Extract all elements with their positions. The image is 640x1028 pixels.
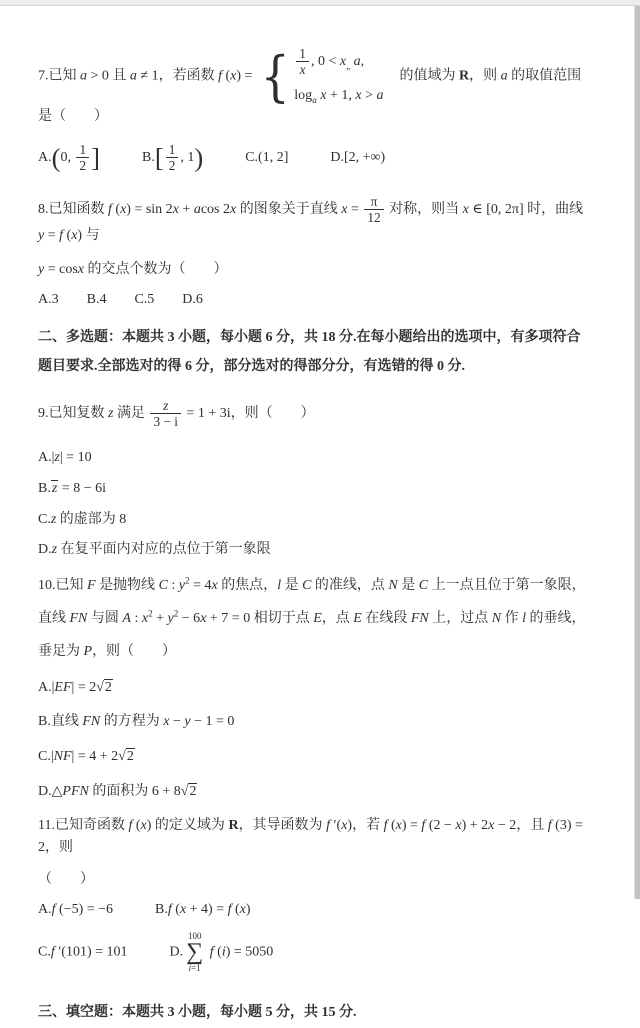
question-9-option-a: A.|z| = 10 xyxy=(38,450,92,466)
question-10-stem: 10.已知 F 是抛物线 C : $y^2 = 4x$ 的焦点，l 是 C 的准线，点 N 是 C 上一点且位于第一象限，直线 FN 与圆 A : $x^2 + y^2 - 6x + 7 = 0$ 相切于点 E，点 E 在线段 FN 上，过点 N 作 l 的垂线，垂足为 P，则（ ） xyxy=(38,575,586,659)
question-7-options: A.(0, $\frac{1}{2}$ ] B.[ $\frac{1}{2}$ , 1) C.(1, 2] D.[2, +∞) xyxy=(38,142,386,174)
scrollbar-track[interactable] xyxy=(634,0,640,899)
question-10-option-d: D.△PFN 的面积为 6 + 8√2 xyxy=(38,783,197,799)
question-11-options-ab: A.f (−5) = −6 B.f (x + 4) = f (x) xyxy=(38,901,251,917)
question-9-option-d: D.z 在复平面内对应的点位于第一象限 xyxy=(38,542,271,558)
question-8-stem-line-1: 8.已知函数 f (x) = sin 2x + acos 2x 的图象关于直线 x = $\frac{\pi}{12}$ 对称，则当 x ∈ [0, 2π] 时，曲线 y = f (x) 与 xyxy=(38,193,584,244)
question-10-option-a: A.|EF| = 2√2 xyxy=(38,679,112,695)
section-2-multiple-choice-header: 二、多选题：本题共 3 小题，每小题 6 分，共 18 分.在每小题给出的选项中，有多项符合题目要求.全部选对的得 6 分，部分选对的得部分分，有选错的得 0 分. xyxy=(38,330,581,375)
section-3-fill-in-blank-header: 三、填空题：本题共 3 小题，每小题 5 分，共 15 分. xyxy=(38,1004,357,1020)
question-10-option-b: B.直线 FN 的方程为 x − y − 1 = 0 xyxy=(38,714,235,730)
question-9-stem: 9.已知复数 z 满足 $\frac{z}{3 - i}$ = 1 + 3i，则（ ） xyxy=(38,397,315,429)
question-7-stem: 7.已知 a > 0 且 a ≠ 1，若函数 f (x) = { $\frac{1}{x}$ , $0 < x_„$ a, $\log_a x + 1$, x > a 的值域为 R，则 a 的取值范围是（ ） xyxy=(38,44,582,125)
question-11-options-cd: C.f ′(101) = 101 D. 100 ∑ i=1 f (i) = 5050 xyxy=(38,931,274,973)
question-11-stem-line-1: 11.已知奇函数 f (x) 的定义域为 R，其导函数为 f ′(x)，若 f (x) = f (2 − x) + 2x − 2，且 f (3) = 2，则 xyxy=(38,818,583,856)
exam-page xyxy=(0,6,635,1020)
page-top-edge xyxy=(0,0,640,6)
question-9-option-c: C.z 的虚部为 8 xyxy=(38,511,127,527)
question-10-option-c: C.|NF| = 4 + 2√2 xyxy=(38,749,134,765)
question-8-options: A.3 B.4 C.5 D.6 xyxy=(38,291,203,307)
question-8-stem-line-2: y = cosx 的交点个数为（ ） xyxy=(38,261,228,277)
question-9-option-b: B.z = 8 − 6i xyxy=(38,480,106,496)
question-11-stem-line-2: （ ） xyxy=(38,871,94,887)
